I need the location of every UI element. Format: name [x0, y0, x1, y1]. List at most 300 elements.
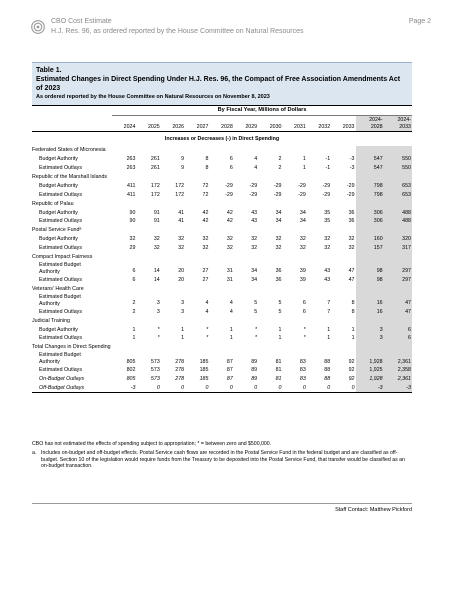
- value-cell: 0: [331, 384, 355, 393]
- value-cell: 172: [150, 191, 160, 198]
- shade-cell: [356, 146, 384, 155]
- footnote-a: [32, 450, 412, 469]
- value-cell: 32: [153, 244, 160, 251]
- value-cell: 1: [132, 335, 136, 342]
- year-header: 2030: [258, 115, 282, 132]
- value-cell: *: [206, 326, 209, 333]
- value-cell: 43: [251, 209, 258, 216]
- value-cell: 2: [132, 308, 136, 315]
- value-cell: 3: [181, 308, 185, 315]
- shade-cell: [356, 284, 384, 293]
- value-cell: 91: [153, 209, 160, 216]
- value-cell: 47: [348, 276, 355, 283]
- value-cell: 0: [258, 384, 282, 393]
- table-row: [32, 164, 412, 173]
- year-header: 2031: [282, 115, 306, 132]
- row-label: Estimated Outlays: [39, 191, 82, 198]
- value-cell: 0: [282, 384, 306, 393]
- value-cell: *: [206, 335, 209, 342]
- value-cell: 91: [153, 218, 160, 225]
- value-cell: 81: [275, 367, 282, 374]
- value-cell: 185: [199, 358, 209, 365]
- shade-cell: [384, 146, 412, 155]
- value-cell: 16: [356, 308, 384, 317]
- value-cell: 4: [205, 300, 209, 307]
- value-cell: 6: [384, 334, 412, 343]
- estimate-table: [32, 105, 412, 393]
- row-label: Estimated Outlays: [39, 367, 82, 374]
- value-cell: 6: [302, 308, 306, 315]
- value-cell: 160: [356, 235, 384, 244]
- value-cell: 185: [199, 367, 209, 374]
- total-period-line2: 2033: [399, 124, 411, 131]
- value-cell: 172: [150, 183, 160, 190]
- shade-cell: [356, 316, 384, 325]
- value-cell: 261: [150, 156, 160, 163]
- row-label-line1: Estimated Budget: [39, 261, 81, 268]
- value-cell: 32: [226, 244, 233, 251]
- value-cell: 488: [384, 209, 412, 218]
- group-name: Total Changes in Direct Spending: [32, 344, 111, 351]
- value-cell: 92: [348, 367, 355, 374]
- value-cell: 6: [132, 268, 136, 275]
- year-header-row: [32, 115, 412, 132]
- value-cell: 89: [251, 367, 258, 374]
- value-cell: 27: [202, 276, 209, 283]
- value-cell: 573: [150, 367, 160, 374]
- value-cell: 4: [229, 300, 233, 307]
- value-cell: 1: [229, 335, 233, 342]
- value-cell: 6: [384, 326, 412, 335]
- value-cell: 7: [327, 300, 331, 307]
- table-container: [32, 62, 412, 393]
- group-row: [32, 199, 412, 208]
- group-name: Federated States of Micronesia: [32, 147, 106, 154]
- value-cell: -29: [273, 183, 282, 190]
- value-cell: 35: [324, 209, 331, 216]
- total-period-line2: 2028: [370, 124, 383, 131]
- shade-cell: [356, 226, 384, 235]
- value-cell: 1: [351, 335, 355, 342]
- value-cell: 805: [126, 375, 136, 382]
- value-cell: 42: [226, 218, 233, 225]
- value-cell: *: [157, 326, 160, 333]
- value-cell: 6: [302, 300, 306, 307]
- row-label: Estimated Outlays: [39, 165, 82, 172]
- value-cell: -3: [356, 384, 384, 393]
- shade-cell: [384, 252, 412, 261]
- section-label-row: [32, 132, 412, 147]
- value-cell: 32: [299, 236, 306, 243]
- value-cell: 47: [348, 268, 355, 275]
- value-cell: 36: [275, 268, 282, 275]
- value-cell: 92: [348, 375, 355, 382]
- value-cell: 32: [153, 236, 160, 243]
- value-cell: 47: [384, 308, 412, 317]
- value-cell: 83: [299, 358, 306, 365]
- value-cell: 172: [175, 183, 185, 190]
- value-cell: -29: [346, 191, 355, 198]
- value-cell: -29: [322, 183, 331, 190]
- value-cell: 172: [175, 191, 185, 198]
- stub-header-blank: [32, 115, 112, 132]
- row-label: Estimated Outlays: [39, 335, 82, 342]
- value-cell: 2: [132, 300, 136, 307]
- table-row: [32, 244, 412, 253]
- value-cell: 47: [384, 294, 412, 308]
- row-label: [32, 262, 112, 276]
- general-note: CBO has not estimated the effects of spending subject to appropriation; * = between zero and $500,000.: [32, 441, 272, 447]
- value-cell: 2: [278, 156, 282, 163]
- row-label: Estimated Outlays: [39, 244, 82, 251]
- year-header: 2033: [331, 115, 355, 132]
- group-name: Postal Service Fundᵃ: [32, 227, 82, 234]
- value-cell: 32: [275, 244, 282, 251]
- table-title: Estimated Changes in Direct Spending Under H.J. Res. 96, the Compact of Free Association Amendments Act of 2023: [36, 76, 401, 92]
- value-cell: 2,358: [384, 366, 412, 375]
- total-period-line1: 2024-: [397, 117, 411, 124]
- value-cell: 573: [150, 358, 160, 365]
- value-cell: 34: [275, 209, 282, 216]
- value-cell: -3: [384, 384, 412, 393]
- value-cell: 306: [356, 217, 384, 226]
- value-cell: 89: [251, 375, 258, 382]
- value-cell: -1: [325, 156, 331, 163]
- value-cell: 1: [278, 326, 282, 333]
- value-cell: 653: [384, 182, 412, 191]
- value-cell: 34: [299, 209, 306, 216]
- value-cell: 2,361: [384, 352, 412, 366]
- value-cell: 278: [175, 367, 185, 374]
- value-cell: -29: [249, 183, 258, 190]
- value-cell: 411: [126, 191, 136, 198]
- shade-cell: [384, 343, 412, 352]
- value-cell: 1: [229, 326, 233, 333]
- value-cell: 43: [251, 218, 258, 225]
- value-cell: 4: [229, 308, 233, 315]
- value-cell: 317: [384, 244, 412, 253]
- table-number: Table 1.: [36, 67, 62, 74]
- value-cell: 36: [348, 209, 355, 216]
- row-label: On-Budget Outlays: [39, 375, 85, 382]
- row-label-line1: Estimated Budget: [39, 352, 81, 359]
- value-cell: 0: [307, 384, 331, 393]
- table-row: [32, 155, 412, 164]
- value-cell: 411: [126, 183, 136, 190]
- value-cell: 39: [299, 276, 306, 283]
- value-cell: 98: [356, 276, 384, 285]
- group-name: Judicial Training: [32, 317, 70, 324]
- value-cell: 3: [156, 308, 160, 315]
- value-cell: 1,925: [356, 366, 384, 375]
- value-cell: 81: [275, 358, 282, 365]
- value-cell: 6: [229, 165, 233, 172]
- value-cell: 3: [156, 300, 160, 307]
- year-header: 2026: [161, 115, 185, 132]
- value-cell: 1: [327, 326, 331, 333]
- value-cell: 8: [351, 308, 355, 315]
- row-label: Budget Authority: [39, 183, 78, 190]
- value-cell: -29: [225, 191, 233, 198]
- group-row: [32, 316, 412, 325]
- table-notes: [32, 441, 412, 470]
- value-cell: 83: [299, 367, 306, 374]
- value-cell: 87: [226, 367, 233, 374]
- value-cell: 72: [202, 191, 209, 198]
- value-cell: 32: [178, 236, 185, 243]
- value-cell: 1: [181, 326, 185, 333]
- table-row: [32, 326, 412, 335]
- value-cell: 0: [161, 384, 185, 393]
- year-header: 2027: [185, 115, 209, 132]
- value-cell: 157: [356, 244, 384, 253]
- value-cell: 72: [202, 183, 209, 190]
- table-row: [32, 308, 412, 317]
- value-cell: 32: [275, 236, 282, 243]
- value-cell: 31: [226, 276, 233, 283]
- value-cell: 798: [356, 182, 384, 191]
- table-row: [32, 366, 412, 375]
- year-header: 2029: [234, 115, 258, 132]
- value-cell: 0: [209, 384, 233, 393]
- value-cell: -29: [249, 191, 258, 198]
- value-cell: 90: [129, 218, 136, 225]
- value-cell: 32: [251, 244, 258, 251]
- value-cell: 573: [150, 375, 160, 382]
- value-cell: 32: [299, 244, 306, 251]
- value-cell: *: [255, 335, 258, 342]
- value-cell: 5: [254, 300, 258, 307]
- value-cell: 1: [351, 326, 355, 333]
- value-cell: 88: [324, 358, 331, 365]
- value-cell: 34: [275, 218, 282, 225]
- table-row: [32, 352, 412, 366]
- value-cell: -1: [325, 165, 331, 172]
- shade-cell: [356, 252, 384, 261]
- row-label: Estimated Outlays: [39, 308, 82, 315]
- value-cell: 278: [175, 358, 185, 365]
- row-label: Budget Authority: [39, 326, 78, 333]
- value-cell: 1: [302, 165, 306, 172]
- value-cell: 4: [254, 165, 258, 172]
- value-cell: 6: [229, 156, 233, 163]
- value-cell: 32: [129, 236, 136, 243]
- value-cell: 185: [199, 375, 209, 382]
- page-number: Page 2: [408, 18, 431, 25]
- header-subtitle: H.J. Res. 96, as ordered reported by the House Committee on Natural Resources: [51, 28, 304, 35]
- value-cell: 32: [178, 244, 185, 251]
- page-header: [31, 18, 431, 42]
- value-cell: 41: [178, 218, 185, 225]
- value-cell: 8: [205, 165, 209, 172]
- value-cell: 20: [178, 276, 185, 283]
- value-cell: 27: [202, 268, 209, 275]
- value-cell: 14: [153, 276, 160, 283]
- value-cell: -29: [273, 191, 282, 198]
- group-row: [32, 252, 412, 261]
- total-period-header: [356, 115, 384, 132]
- value-cell: 1,928: [356, 352, 384, 366]
- value-cell: 43: [324, 268, 331, 275]
- value-cell: 81: [275, 375, 282, 382]
- value-cell: 798: [356, 191, 384, 200]
- year-header: 2025: [136, 115, 160, 132]
- table-row: [32, 334, 412, 343]
- value-cell: 32: [348, 236, 355, 243]
- value-cell: -3: [112, 384, 136, 393]
- value-cell: 8: [351, 300, 355, 307]
- value-cell: 34: [251, 276, 258, 283]
- value-cell: 3: [356, 326, 384, 335]
- shade-cell: [384, 284, 412, 293]
- value-cell: 14: [153, 268, 160, 275]
- value-cell: 89: [251, 358, 258, 365]
- row-label: Budget Authority: [39, 236, 78, 243]
- group-row: [32, 146, 412, 155]
- row-label: [32, 352, 112, 366]
- value-cell: 1: [181, 335, 185, 342]
- group-row: [32, 173, 412, 182]
- value-cell: 9: [181, 165, 185, 172]
- value-cell: 43: [324, 276, 331, 283]
- value-cell: 32: [348, 244, 355, 251]
- value-cell: 5: [278, 308, 282, 315]
- value-cell: 547: [356, 155, 384, 164]
- total-period-line1: 2024-: [369, 117, 383, 124]
- value-cell: -3: [349, 165, 355, 172]
- value-cell: 802: [126, 367, 136, 374]
- value-cell: 31: [226, 268, 233, 275]
- value-cell: 36: [348, 218, 355, 225]
- group-row: [32, 343, 412, 352]
- value-cell: 0: [136, 384, 160, 393]
- row-label-line1: Estimated Budget: [39, 293, 81, 300]
- year-header: 2024: [112, 115, 136, 132]
- row-label-line2: Authority: [39, 359, 60, 366]
- row-label-line2: Authority: [39, 300, 60, 307]
- value-cell: 263: [126, 156, 136, 163]
- value-cell: 2: [278, 165, 282, 172]
- year-header: 2028: [209, 115, 233, 132]
- value-cell: 87: [226, 375, 233, 382]
- value-cell: 320: [384, 235, 412, 244]
- value-cell: 3: [356, 334, 384, 343]
- value-cell: *: [157, 335, 160, 342]
- table-row: [32, 276, 412, 285]
- value-cell: 34: [299, 218, 306, 225]
- table-row: [32, 217, 412, 226]
- shade-cell: [356, 173, 384, 182]
- value-cell: 35: [324, 218, 331, 225]
- value-cell: *: [303, 326, 306, 333]
- footnote-a-text: Includes on-budget and off-budget effects. Postal Service cash flows are recorded in the Postal Service Fund in the federal budget and are classified as off-budget. Section 10 of the legislation would require funds from the Treasury to be deposited into the Postal Service Fund, that transfer would be classified as an on-budget transaction.: [41, 450, 405, 470]
- value-cell: 261: [150, 165, 160, 172]
- value-cell: 41: [178, 209, 185, 216]
- value-cell: 39: [299, 268, 306, 275]
- group-name: Compact Impact Fairness: [32, 253, 93, 260]
- shade-cell: [384, 226, 412, 235]
- value-cell: 306: [356, 209, 384, 218]
- value-cell: 16: [356, 294, 384, 308]
- value-cell: 20: [178, 268, 185, 275]
- group-row: [32, 284, 412, 293]
- value-cell: 88: [324, 375, 331, 382]
- value-cell: -29: [298, 183, 306, 190]
- group-row: [32, 226, 412, 235]
- row-label: [32, 294, 112, 308]
- value-cell: 0: [185, 384, 209, 393]
- row-label-line2: Authority: [39, 268, 60, 275]
- value-cell: 32: [324, 244, 331, 251]
- group-name: Republic of the Marshall Islands: [32, 174, 108, 181]
- value-cell: -29: [298, 191, 306, 198]
- row-label: Off-Budget Outlays: [32, 384, 112, 393]
- value-cell: 34: [251, 268, 258, 275]
- value-cell: -29: [322, 191, 331, 198]
- value-cell: 5: [254, 308, 258, 315]
- value-cell: 90: [129, 209, 136, 216]
- value-cell: 547: [356, 164, 384, 173]
- value-cell: 3: [181, 300, 185, 307]
- value-cell: 653: [384, 191, 412, 200]
- value-cell: 0: [234, 384, 258, 393]
- value-cell: 297: [384, 262, 412, 276]
- value-cell: 4: [254, 156, 258, 163]
- value-cell: 7: [327, 308, 331, 315]
- shade-cell: [384, 173, 412, 182]
- table-title-bar: [32, 62, 412, 105]
- header-title: CBO Cost Estimate: [51, 18, 112, 25]
- value-cell: 550: [384, 155, 412, 164]
- value-cell: 263: [126, 165, 136, 172]
- table-row: [32, 294, 412, 308]
- table-row: [32, 262, 412, 276]
- value-cell: 36: [275, 276, 282, 283]
- group-name: Republic of Palau: [32, 200, 74, 207]
- table-row: [32, 384, 412, 393]
- divider: [32, 503, 412, 504]
- value-cell: *: [255, 326, 258, 333]
- value-cell: 88: [324, 367, 331, 374]
- value-cell: 1,928: [356, 375, 384, 384]
- value-cell: 87: [226, 358, 233, 365]
- table-row: [32, 375, 412, 384]
- value-cell: -29: [346, 183, 355, 190]
- table-note: As ordered reported by the House Committee on Natural Resources on November 8, 2023: [36, 94, 270, 100]
- value-cell: 278: [175, 375, 185, 382]
- footnote-a-label: a.: [32, 450, 37, 457]
- staff-contact: Staff Contact: Matthew Pickford: [335, 507, 412, 513]
- value-cell: 29: [129, 244, 136, 251]
- section-label: Increases or Decreases (-) in Direct Spending: [164, 135, 280, 142]
- value-cell: 9: [181, 156, 185, 163]
- value-cell: 32: [226, 236, 233, 243]
- value-cell: 488: [384, 217, 412, 226]
- value-cell: 42: [202, 209, 209, 216]
- value-cell: 32: [202, 236, 209, 243]
- stub-header: [32, 106, 112, 116]
- value-cell: 1: [327, 335, 331, 342]
- value-cell: 8: [205, 156, 209, 163]
- value-cell: 32: [251, 236, 258, 243]
- value-cell: 5: [278, 300, 282, 307]
- cbo-logo-icon: [31, 20, 45, 34]
- value-cell: 32: [202, 244, 209, 251]
- value-cell: 550: [384, 164, 412, 173]
- table-row: [32, 235, 412, 244]
- row-label: Budget Authority: [39, 156, 78, 163]
- row-label: Estimated Outlays: [39, 218, 82, 225]
